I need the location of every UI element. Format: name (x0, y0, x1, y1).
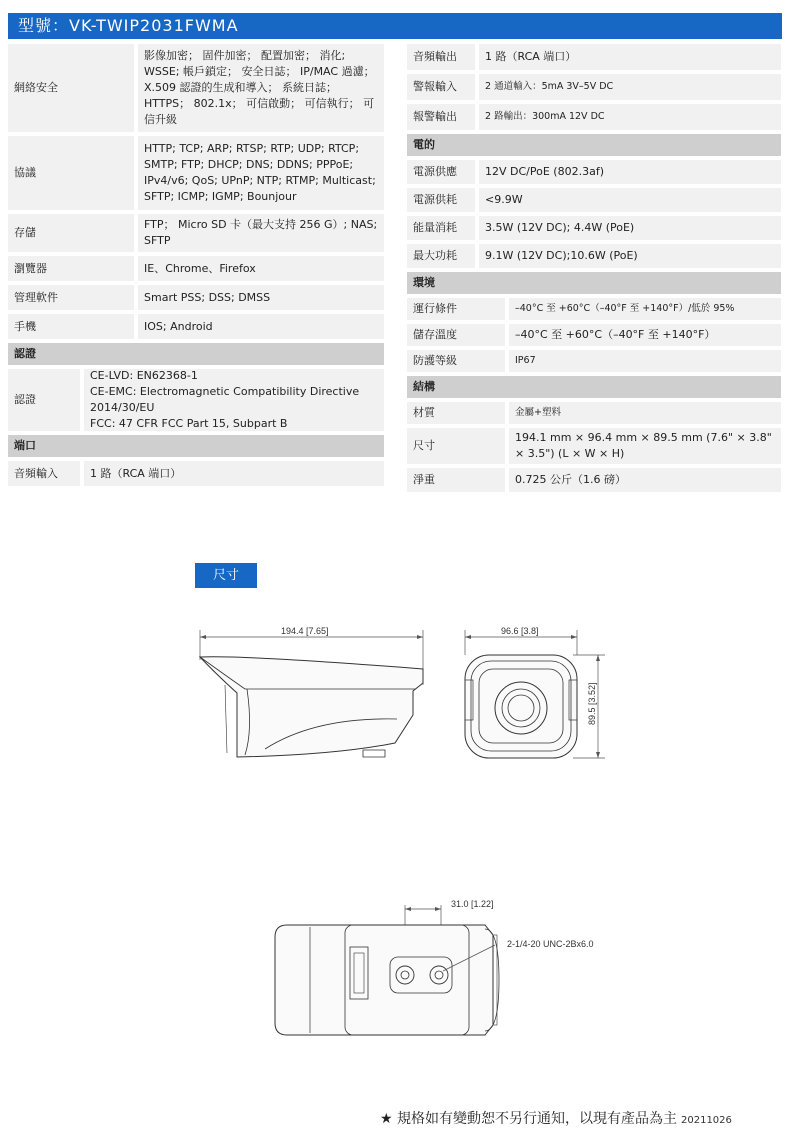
spec-value: 影像加密； 固件加密； 配置加密； 消化; WSSE; 帳戶鎖定； 安全日誌； IP/MAC 過濾； X.509 認證的生成和導入； 系統日誌； HTTPS； 802.1x； 可信啟動； 可信執行； 可信升級 (138, 44, 384, 132)
spec-label: 警報輸入 (407, 74, 475, 100)
spec-row-alarm-input (407, 74, 781, 100)
spec-row-management-software (8, 285, 384, 310)
footer-note (380, 1108, 732, 1128)
spec-label: 報警輸出 (407, 104, 475, 130)
document-date: 20211026 (681, 1115, 732, 1126)
side-length-label: 194.4 [7.65] (281, 626, 329, 636)
spec-label: 認證 (8, 369, 80, 431)
spec-row-max-power (407, 244, 781, 268)
spec-label: 網絡安全 (8, 44, 134, 132)
spec-row-protection-level (407, 350, 781, 372)
spec-row-alarm-output (407, 104, 781, 130)
spec-value: IP67 (509, 350, 781, 372)
spec-row-audio-input (8, 461, 384, 486)
spec-value: –40°C 至 +60°C（–40°F 至 +140°F）/低於 95% (509, 298, 781, 320)
spec-label: 音頻輸出 (407, 44, 475, 70)
spec-row-energy-consumption (407, 216, 781, 240)
spec-row-power-supply (407, 160, 781, 184)
spec-value: FTP； Micro SD 卡（最大支持 256 G）; NAS; SFTP (138, 214, 384, 252)
spec-row-storage (8, 214, 384, 252)
spec-row-storage-temperature (407, 324, 781, 346)
spec-label: 尺寸 (407, 428, 505, 464)
spec-column-right (407, 44, 781, 496)
section-header-power: 電的 (407, 134, 781, 156)
spec-value: 2 路輸出：300mA 12V DC (479, 104, 781, 130)
dimensions-tag: 尺寸 (195, 563, 257, 588)
section-header-ports: 端口 (8, 435, 384, 457)
front-height-label: 89.5 [3.52] (587, 682, 597, 725)
spec-label: 音頻輸入 (8, 461, 80, 486)
spec-value: –40°C 至 +60°C（–40°F 至 +140°F） (509, 324, 781, 346)
spec-row-power-consumption (407, 188, 781, 212)
bottom-width-label: 31.0 [1.22] (451, 899, 494, 909)
spec-value: 1 路（RCA 端口） (479, 44, 781, 70)
spec-label: 存儲 (8, 214, 134, 252)
spec-value: IOS; Android (138, 314, 384, 339)
section-header-environment: 環境 (407, 272, 781, 294)
model-title: 型號：VK-TWIP2031FWMA (8, 13, 782, 39)
section-header-certification: 認證 (8, 343, 384, 365)
spec-label: 手機 (8, 314, 134, 339)
spec-label: 淨重 (407, 468, 505, 492)
front-width-label: 96.6 [3.8] (501, 626, 539, 636)
spec-label: 電源供耗 (407, 188, 475, 212)
spec-label: 協議 (8, 136, 134, 210)
disclaimer-text: ★ 規格如有變動恕不另行通知，以現有產品為主 (380, 1111, 677, 1127)
spec-column-left (8, 44, 384, 490)
spec-label: 能量消耗 (407, 216, 475, 240)
spec-value: HTTP; TCP; ARP; RTSP; RTP; UDP; RTCP; SMTP; FTP; DHCP; DNS; DDNS; PPPoE; IPv4/v6; QoS; UPnP; NTP; RTMP; Multicast; SFTP; ICMP; IGMP; Bounjour (138, 136, 384, 210)
spec-value: Smart PSS; DSS; DMSS (138, 285, 384, 310)
spec-label: 電源供應 (407, 160, 475, 184)
camera-front-view-drawing (455, 625, 615, 780)
cert-line: CE-EMC: Electromagnetic Compatibility Directive 2014/30/EU (90, 385, 360, 414)
spec-label: 防護等級 (407, 350, 505, 372)
spec-value: IE、Chrome、Firefox (138, 256, 384, 281)
spec-value: 12V DC/PoE (802.3af) (479, 160, 781, 184)
spec-row-certification (8, 369, 384, 431)
spec-value: <9.9W (479, 188, 781, 212)
spec-value: 194.1 mm × 96.4 mm × 89.5 mm (7.6" × 3.8" × 3.5") (L × W × H) (509, 428, 781, 464)
spec-row-dimensions (407, 428, 781, 464)
cert-line: CE-LVD: EN62368-1 (90, 369, 198, 382)
spec-value: 3.5W (12V DC); 4.4W (PoE) (479, 216, 781, 240)
spec-label: 最大功耗 (407, 244, 475, 268)
spec-row-audio-output (407, 44, 781, 70)
spec-label: 儲存溫度 (407, 324, 505, 346)
spec-value: 1 路（RCA 端口） (84, 461, 384, 486)
spec-row-network-security (8, 44, 384, 132)
spec-value (84, 369, 384, 431)
spec-value: 9.1W (12V DC);10.6W (PoE) (479, 244, 781, 268)
spec-row-protocol (8, 136, 384, 210)
section-header-structure: 結構 (407, 376, 781, 398)
spec-label: 瀏覽器 (8, 256, 134, 281)
camera-bottom-view-drawing (265, 895, 625, 1045)
spec-label: 管理軟件 (8, 285, 134, 310)
spec-row-mobile (8, 314, 384, 339)
spec-value: 0.725 公斤（1.6 磅） (509, 468, 781, 492)
cert-line: FCC: 47 CFR FCC Part 15, Subpart B (90, 417, 288, 430)
spec-value: 2 通道輸入：5mA 3V–5V DC (479, 74, 781, 100)
spec-value: 金屬+塑料 (509, 402, 781, 424)
spec-row-net-weight (407, 468, 781, 492)
thread-spec-label: 2-1/4-20 UNC-2Bx6.0 (507, 939, 594, 949)
spec-row-browser (8, 256, 384, 281)
camera-side-view-drawing (185, 625, 445, 780)
spec-label: 材質 (407, 402, 505, 424)
spec-row-material (407, 402, 781, 424)
spec-label: 運行條件 (407, 298, 505, 320)
spec-row-operating-condition (407, 298, 781, 320)
